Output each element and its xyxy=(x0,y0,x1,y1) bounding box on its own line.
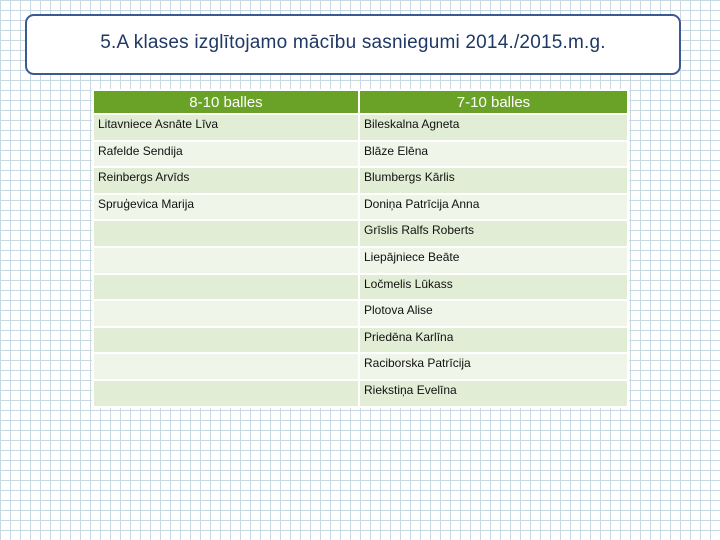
grades-table xyxy=(92,89,629,408)
table-row xyxy=(94,381,627,406)
cell-8-10-balles: Rafelde Sendija xyxy=(94,142,358,167)
cell-8-10-balles: Spruģevica Marija xyxy=(94,195,358,220)
table-row xyxy=(94,248,627,273)
table-body xyxy=(94,115,627,406)
cell-7-10-balles: Liepājniece Beāte xyxy=(360,248,627,273)
cell-7-10-balles: Ločmelis Lūkass xyxy=(360,275,627,300)
table-row xyxy=(94,354,627,379)
slide-title: 5.A klases izglītojamo mācību sasniegumi 2014./2015.m.g. xyxy=(100,31,606,53)
cell-8-10-balles: Litavniece Asnāte Līva xyxy=(94,115,358,140)
table-row xyxy=(94,142,627,167)
cell-7-10-balles: Riekstiņa Evelīna xyxy=(360,381,627,406)
cell-8-10-balles xyxy=(94,381,358,406)
cell-8-10-balles xyxy=(94,328,358,353)
cell-7-10-balles: Raciborska Patrīcija xyxy=(360,354,627,379)
table-row xyxy=(94,168,627,193)
cell-8-10-balles: Reinbergs Arvīds xyxy=(94,168,358,193)
cell-8-10-balles xyxy=(94,221,358,246)
cell-7-10-balles: Plotova Alise xyxy=(360,301,627,326)
column-header-7-10: 7-10 balles xyxy=(360,91,627,113)
cell-8-10-balles xyxy=(94,275,358,300)
table-row xyxy=(94,115,627,140)
table-row xyxy=(94,275,627,300)
cell-7-10-balles: Blāze Elēna xyxy=(360,142,627,167)
cell-8-10-balles xyxy=(94,354,358,379)
cell-7-10-balles: Priedēna Karlīna xyxy=(360,328,627,353)
cell-7-10-balles: Bileskalna Agneta xyxy=(360,115,627,140)
cell-8-10-balles xyxy=(94,248,358,273)
column-header-8-10: 8-10 balles xyxy=(94,91,358,113)
table-header-row xyxy=(94,91,627,113)
table-row xyxy=(94,221,627,246)
table-row xyxy=(94,328,627,353)
cell-7-10-balles: Blumbergs Kārlis xyxy=(360,168,627,193)
table-row xyxy=(94,301,627,326)
title-box xyxy=(25,14,681,75)
cell-8-10-balles xyxy=(94,301,358,326)
table-row xyxy=(94,195,627,220)
cell-7-10-balles: Doniņa Patrīcija Anna xyxy=(360,195,627,220)
cell-7-10-balles: Grīslis Ralfs Roberts xyxy=(360,221,627,246)
